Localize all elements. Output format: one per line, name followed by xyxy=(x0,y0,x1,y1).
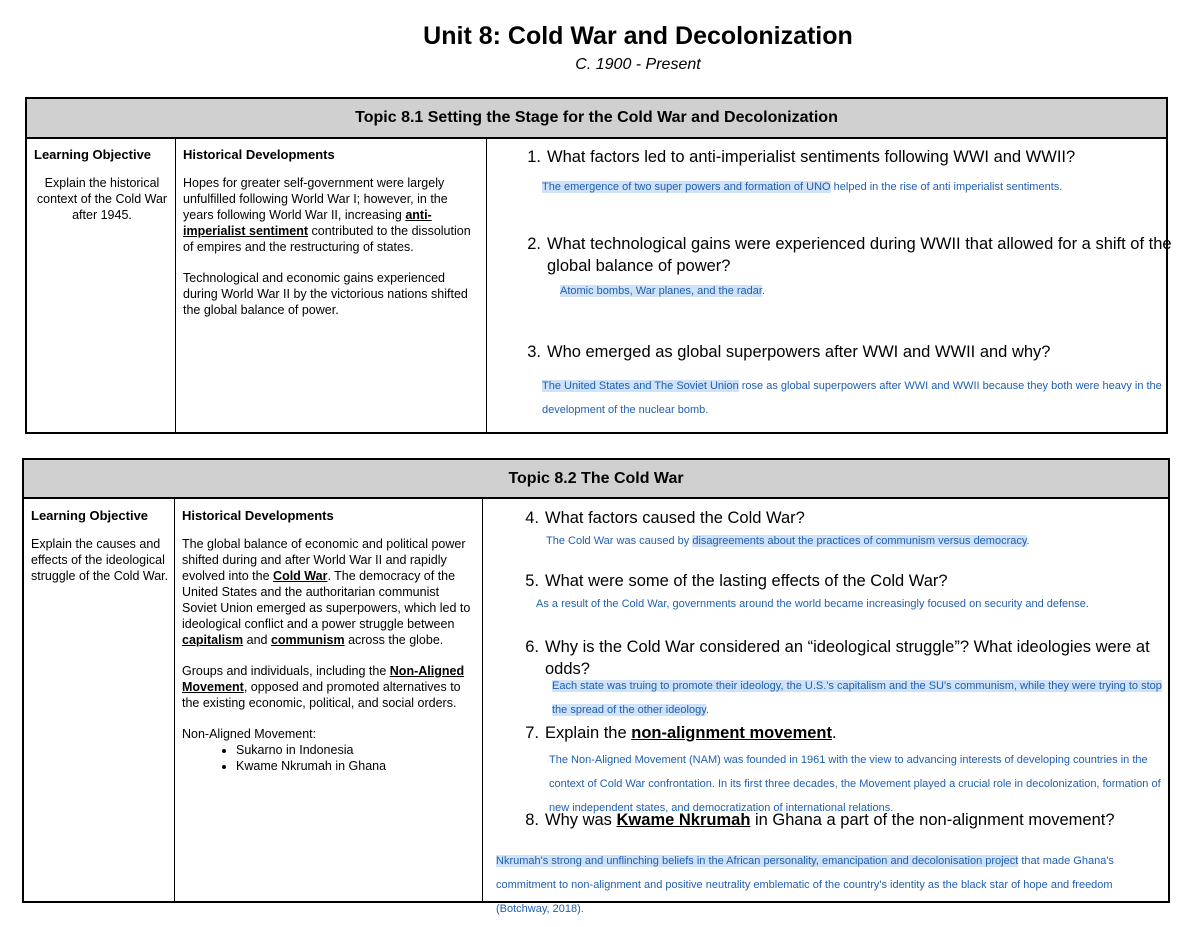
historical-developments-paragraph: Hopes for greater self-government were largely unfulfilled following World War I; however, in the years following World War II, increasing anti-imperialist sentiment contributed to the dissolution of empires and the restructuring of states. xyxy=(183,176,471,254)
column-divider xyxy=(482,499,483,901)
answer-8: Nkrumah's strong and unflinching beliefs in the African personality, emancipation and decolonisation project that made Ghana's commitment to non-alignment and positive neutrality emblematic of the country's identity as the black star of hope and freedom (Botchway, 2018). xyxy=(496,855,1114,915)
key-term: Kwame Nkrumah xyxy=(616,811,751,829)
question-2: 2. What technological gains were experienced during WWII that allowed for a shift of the global balance of power? xyxy=(527,235,1172,275)
nam-list xyxy=(182,742,476,774)
learning-objective-cell xyxy=(31,508,169,584)
question-3: 3. Who emerged as global superpowers after WWI and WWII and why? xyxy=(527,343,1051,361)
historical-developments-cell xyxy=(183,147,479,318)
historical-developments-label: Historical Developments xyxy=(183,147,335,162)
answer-7: The Non-Aligned Movement (NAM) was founded in 1961 with the view to advancing interests of developing countries in the context of Cold War confrontation. In its first three decades, the Movement played a crucial role in decolonization, formation of new independent states, and democratization of international relations. xyxy=(549,754,1161,814)
topic-8-2-heading: Topic 8.2 The Cold War xyxy=(24,460,1168,499)
answer-6: Each state was truing to promote their ideology, the U.S.'s capitalism and the SU's communism, while they were trying to stop the spread of the other ideology. xyxy=(552,680,1162,716)
answer-1: The emergence of two super powers and formation of UNO helped in the rise of anti imperialist sentiments. xyxy=(542,181,1063,193)
question-5: 5. What were some of the lasting effects of the Cold War? xyxy=(525,572,948,590)
historical-developments-paragraph: The global balance of economic and political power shifted during and after World War II and rapidly evolved into the Cold War. The democracy of the United States and the authoritarian communist Soviet Union emerged as superpowers, which led to ideological conflict and a power struggle between capitalism and communism across the globe. xyxy=(182,537,471,647)
learning-objective-label: Learning Objective xyxy=(31,508,149,523)
key-term: capitalism xyxy=(182,633,244,647)
list-item: • Sukarno in Indonesia xyxy=(236,742,476,758)
question-1: 1. What factors led to anti-imperialist sentiments following WWI and WWII? xyxy=(527,148,1076,166)
answer-3: The United States and The Soviet Union rose as global superpowers after WWI and WWII because they both were heavy in the development of the nuclear bomb. xyxy=(542,380,1162,416)
column-divider xyxy=(175,139,176,432)
historical-developments-label: Historical Developments xyxy=(182,508,334,523)
historical-developments-paragraph: Technological and economic gains experienced during World War II by the victorious nations shifted the global balance of power. xyxy=(183,271,468,317)
column-divider xyxy=(486,139,487,432)
question-6: 6. Why is the Cold War considered an “ideological struggle”? What ideologies were at odds? xyxy=(525,638,1150,678)
key-term: communism xyxy=(270,633,345,647)
answer-2: Atomic bombs, War planes, and the radar. xyxy=(560,285,766,297)
key-term: anti-imperialist sentiment xyxy=(183,208,432,238)
question-7: 7. Explain the non-alignment movement. xyxy=(525,724,837,742)
learning-objective-text: Explain the historical context of the Cold War after 1945. xyxy=(36,176,168,222)
question-4: 4. What factors caused the Cold War? xyxy=(525,509,805,527)
page-subtitle: C. 1900 - Present xyxy=(575,56,701,73)
historical-developments-cell xyxy=(182,508,476,774)
column-divider xyxy=(174,499,175,901)
question-8: 8. Why was Kwame Nkrumah in Ghana a part of the non-alignment movement? xyxy=(525,811,1115,829)
key-term: Non-Aligned Movement xyxy=(182,664,465,694)
key-term: non-alignment movement xyxy=(631,724,832,742)
learning-objective-text: Explain the causes and effects of the ideological struggle of the Cold War. xyxy=(31,537,169,583)
page-title: Unit 8: Cold War and Decolonization xyxy=(423,22,853,50)
answer-4: The Cold War was caused by disagreements about the practices of communism versus democracy. xyxy=(546,535,1030,547)
historical-developments-paragraph: Groups and individuals, including the Non-Aligned Movement, opposed and promoted alternatives to the existing economic, political, and social orders. xyxy=(182,664,465,710)
topic-8-1-heading: Topic 8.1 Setting the Stage for the Cold War and Decolonization xyxy=(27,99,1166,139)
nam-list-heading: Non-Aligned Movement: xyxy=(182,727,317,741)
answer-5: As a result of the Cold War, governments around the world became increasingly focused on security and defense. xyxy=(536,598,1089,610)
key-term: Cold War xyxy=(273,569,328,583)
learning-objective-cell xyxy=(34,147,170,223)
list-item: • Kwame Nkrumah in Ghana xyxy=(236,758,476,774)
learning-objective-label: Learning Objective xyxy=(34,147,152,162)
